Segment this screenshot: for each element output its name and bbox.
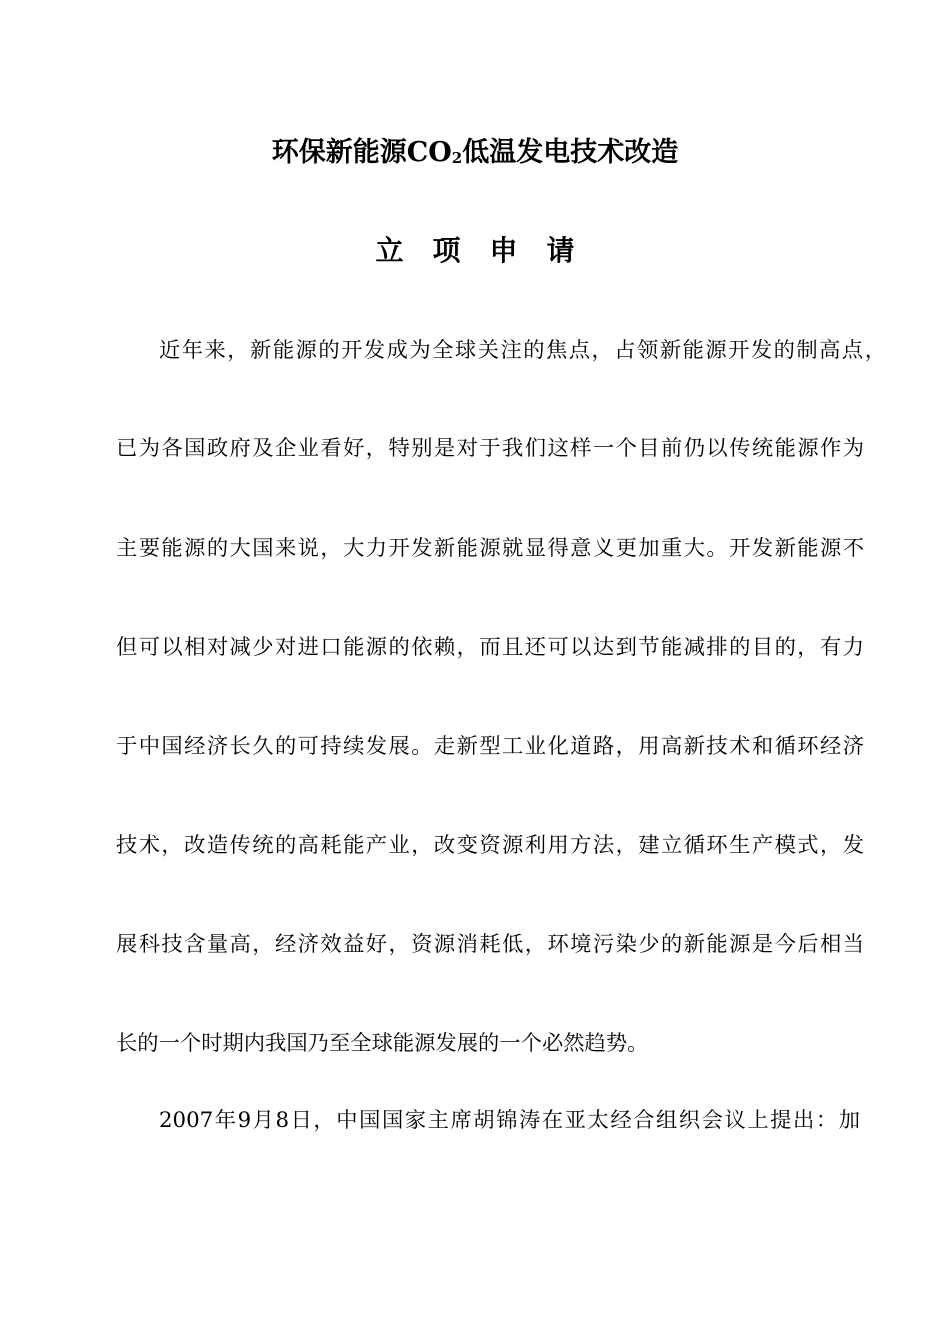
title-suffix: 低温发电技术改造 (462, 137, 679, 168)
title-prefix: 环保新能源CO (271, 137, 452, 168)
paragraph-line: 展科技含量高，经济效益好，资源消耗低，环境污染少的新能源是今后相当 (116, 932, 864, 957)
paragraph-line: 已为各国政府及企业看好，特别是对于我们这样一个目前仍以传统能源作为 (116, 436, 864, 461)
paragraph-line: 近年来，新能源的开发成为全球关注的焦点，占领新能源开发的制高点， (159, 338, 886, 363)
paragraph-line: 2007年9月8日，中国国家主席胡锦涛在亚太经合组织会议上提出：加 (159, 1108, 860, 1133)
title-subscript: 2 (451, 149, 463, 167)
paragraph-line: 但可以相对减少对进口能源的依赖，而且还可以达到节能减排的目的，有力 (116, 635, 864, 660)
paragraph-line: 于中国经济长久的可持续发展。走新型工业化道路，用高新技术和循环经济 (116, 734, 864, 759)
document-subtitle: 立项申请 (375, 234, 604, 267)
paragraph-line: 长的一个时期内我国乃至全球能源发展的一个必然趋势。 (116, 1031, 649, 1056)
paragraph-line: 主要能源的大国来说，大力开发新能源就显得意义更加重大。开发新能源不 (116, 536, 864, 561)
document-title (0, 133, 950, 178)
paragraph-line: 技术，改造传统的高耗能产业，改变资源利用方法，建立循环生产模式，发 (116, 833, 864, 858)
